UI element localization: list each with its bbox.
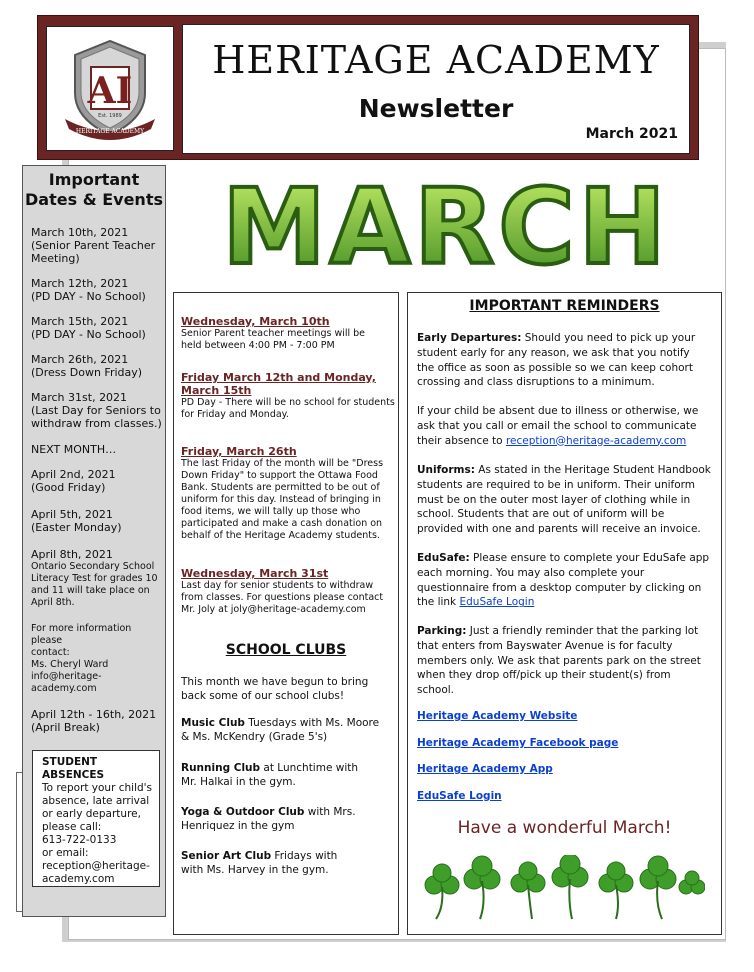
event-body: food items, we will tally up those who (181, 506, 361, 517)
club-detail: & Ms. McKendry (Grade 5's) (181, 731, 328, 743)
reminder-label: Early Departures: (417, 332, 522, 344)
event-body: The last Friday of the month will be "Dress (181, 458, 384, 469)
event-body: uniform for this day. Instead of bringing in (181, 494, 381, 505)
sidebar-event-4 (31, 353, 163, 379)
event-note: (Last Day for Seniors to (31, 404, 161, 417)
absences-line: absence, late arrival (42, 795, 150, 807)
reminder-absence (417, 404, 719, 448)
event-note: (PD DAY - No School) (31, 290, 146, 303)
event-note: Literacy Test for grades 10 (31, 573, 158, 584)
banner-word: MARCH (222, 167, 670, 285)
event-note: (Dress Down Friday) (31, 366, 143, 379)
event-body: PD Day - There will be no school for students (181, 397, 395, 408)
absences-line: To report your child's (42, 782, 153, 794)
svg-text:AI: AI (87, 70, 133, 112)
reminders-heading: IMPORTANT REMINDERS (469, 298, 660, 314)
website-link[interactable]: Heritage Academy Website (417, 710, 578, 722)
club-detail: Henriquez in the gym (181, 820, 295, 832)
contact-name: Ms. Cheryl Ward (31, 659, 109, 670)
school-name: HERITAGE ACADEMY (212, 38, 660, 82)
sidebar-heading (22, 170, 166, 210)
absences-email: reception@heritage- (42, 860, 150, 872)
event-note: withdraw from classes.) (31, 417, 162, 430)
sidebar-heading-line2: Dates & Events (25, 190, 163, 209)
event-body: Senior Parent teacher meetings will be (181, 328, 366, 339)
absences-line: or early departure, (42, 808, 141, 820)
event-mar-26 (181, 445, 395, 542)
event-body: for Friday and Monday. (181, 409, 289, 420)
event-body: behalf of the Heritage Academy students. (181, 530, 380, 541)
club-detail: with Mrs. (304, 806, 356, 818)
club-running (181, 761, 395, 789)
event-body: participated and make a cash donation on (181, 518, 383, 529)
next-month-label: NEXT MONTH… (31, 443, 117, 456)
event-note: and 11 will take place on (31, 585, 150, 596)
reception-email-link[interactable]: reception@heritage-academy.com (505, 434, 687, 447)
sidebar-event-2 (31, 277, 163, 303)
reminder-text: Please ensure to complete your EduSafe app (469, 552, 710, 564)
event-date: March 15th, 2021 (31, 315, 129, 328)
reminder-text: the link (417, 596, 460, 609)
newsletter-title: Newsletter (358, 94, 514, 123)
shamrock-row-icon (420, 855, 705, 925)
event-date: March 12th, 2021 (31, 277, 129, 290)
event-body: from classes. For questions please contact (181, 592, 384, 603)
reminder-early-departures (417, 331, 719, 390)
event-body: Last day for senior students to withdraw (181, 580, 374, 591)
clubs-intro (181, 675, 395, 703)
facebook-link[interactable]: Heritage Academy Facebook page (417, 737, 619, 749)
event-date: March 31st, 2021 (31, 391, 128, 404)
absences-phone: 613-722-0133 (42, 834, 117, 846)
reminder-text: school. Students that are out of uniform will be (417, 508, 665, 521)
club-detail: Fridays with (271, 850, 338, 862)
sidebar-event-5 (31, 391, 163, 430)
club-yoga (181, 805, 395, 833)
reminder-parking (417, 624, 719, 698)
reminder-text: questionnaire from a desktop computer by clicking on (417, 581, 702, 594)
clubs-intro-line: This month we have begun to bring (181, 676, 369, 688)
event-body: held between 4:00 PM - 7:00 PM (181, 340, 335, 351)
event-mar-12-15 (181, 371, 395, 421)
event-mar-10 (181, 315, 395, 352)
event-title: Friday, March 26th (181, 445, 297, 458)
event-note: April 8th. (31, 597, 75, 608)
club-name: Senior Art Club (181, 850, 272, 862)
event-body: Bank. Students are permitted to be out of (181, 482, 380, 493)
reminder-text: Should you need to pick up your (521, 332, 696, 344)
issue-date: March 2021 (585, 126, 678, 142)
club-detail: Mr. Halkai in the gym. (181, 776, 296, 788)
club-detail: at Lunchtime with (260, 762, 359, 774)
event-note: (Senior Parent Teacher (31, 239, 156, 252)
absences-line: please call: (42, 821, 102, 833)
sidebar-event-1 (31, 226, 163, 265)
event-date: March 26th, 2021 (31, 353, 129, 366)
reminder-text: members only. We ask that parents park on the street (417, 654, 701, 667)
event-note: (Good Friday) (31, 481, 106, 494)
logo-box (46, 26, 174, 151)
reminder-label: EduSafe: (417, 552, 470, 564)
sidebar-heading-line1: Important (48, 170, 140, 189)
reminder-text: crossing and class disruptions to a minimum. (417, 376, 655, 389)
sidebar-april-2 (31, 468, 163, 494)
event-body: Mr. Joly at joly@heritage-academy.com (181, 604, 366, 615)
school-clubs-heading: SCHOOL CLUBS (225, 642, 347, 658)
absences-line: or email: (42, 847, 89, 859)
reminder-text: provided with one and parents will receive an invoice. (417, 523, 701, 536)
reminder-text: Just a friendly reminder that the parking lot (466, 625, 699, 637)
march-banner (186, 167, 706, 285)
reminder-text: must be on the outer most layer of clothing while in (417, 493, 691, 506)
club-name: Music Club (181, 717, 245, 729)
edusafe-login-link[interactable]: EduSafe Login (417, 790, 502, 802)
event-title: Wednesday, March 31st (181, 567, 329, 580)
reminder-text: the office as soon as possible so we can keep cohort (417, 361, 693, 374)
reminder-uniforms (417, 463, 719, 537)
event-title: March 15th (181, 384, 252, 397)
reminder-text: If your child be absent due to illness or otherwise, we (417, 405, 699, 417)
closing-message: Have a wonderful March! (457, 818, 672, 838)
edusafe-inline-link[interactable]: EduSafe Login (459, 596, 535, 609)
contact-line: For more information please (31, 623, 132, 646)
march-clover-title-icon (186, 167, 706, 285)
reminder-text: each morning. You may also complete your (417, 566, 645, 579)
reminder-label: Parking: (417, 625, 467, 637)
student-absences-box (32, 750, 160, 887)
event-date: April 2nd, 2021 (31, 468, 116, 481)
absences-email: academy.com (42, 873, 115, 885)
event-note: (April Break) (31, 721, 100, 734)
logo-est: Est. 1989 (98, 113, 122, 119)
reminder-text: their absence to (417, 434, 506, 447)
club-senior-art (181, 849, 395, 877)
event-title: Friday March 12th and Monday, (181, 371, 376, 384)
event-note: (PD DAY - No School) (31, 328, 146, 341)
club-detail: Tuesdays with Ms. Moore (244, 717, 380, 729)
club-name: Running Club (181, 762, 261, 774)
reminder-text: students are required to be in uniform. Their uniform (417, 478, 696, 491)
event-date: April 5th, 2021 (31, 508, 113, 521)
event-note: Ontario Secondary School (31, 561, 155, 572)
reminder-text: that enters from Bayswater Avenue is for faculty (417, 639, 673, 652)
event-mar-31 (181, 567, 395, 616)
clubs-intro-line: back some of our school clubs! (181, 690, 345, 702)
event-date: March 10th, 2021 (31, 226, 129, 239)
contact-email: info@heritage- (31, 671, 102, 682)
event-date: April 8th, 2021 (31, 548, 113, 561)
reminder-label: Uniforms: (417, 464, 475, 476)
clovers-row (420, 855, 705, 925)
contact-line: contact: (31, 647, 70, 658)
school-crest-icon (47, 27, 173, 150)
reminder-text: ask that you call or email the school to communicate (417, 419, 697, 432)
app-link[interactable]: Heritage Academy App (417, 763, 553, 775)
sidebar-april-12 (31, 708, 163, 734)
reminder-text: school. (417, 684, 455, 697)
reminder-text: As stated in the Heritage Student Handbook (474, 464, 711, 476)
event-note: (Easter Monday) (31, 521, 122, 534)
club-detail: with Ms. Harvey in the gym. (181, 864, 329, 876)
sidebar-contact (31, 623, 163, 695)
event-body: Down Friday" to support the Ottawa Food (181, 470, 378, 481)
reminder-text: student early for any reason, we ask that you notify (417, 346, 690, 359)
event-note: Meeting) (31, 252, 80, 265)
sidebar-tab-line (16, 772, 22, 912)
event-date: April 12th - 16th, 2021 (31, 708, 157, 721)
club-name: Yoga & Outdoor Club (181, 806, 305, 818)
sidebar-event-3 (31, 315, 163, 341)
event-title: Wednesday, March 10th (181, 315, 330, 328)
logo-ribbon-text: HERITAGE ACADEMY (75, 128, 145, 135)
contact-email: academy.com (31, 683, 97, 694)
reminder-edusafe (417, 551, 719, 610)
sidebar-april-8 (31, 548, 163, 609)
absences-title: STUDENT ABSENCES (42, 756, 105, 781)
sidebar-april-5 (31, 508, 163, 534)
club-music (181, 716, 395, 744)
reminder-text: when they drop off/pick up their student(s) from (417, 669, 671, 682)
